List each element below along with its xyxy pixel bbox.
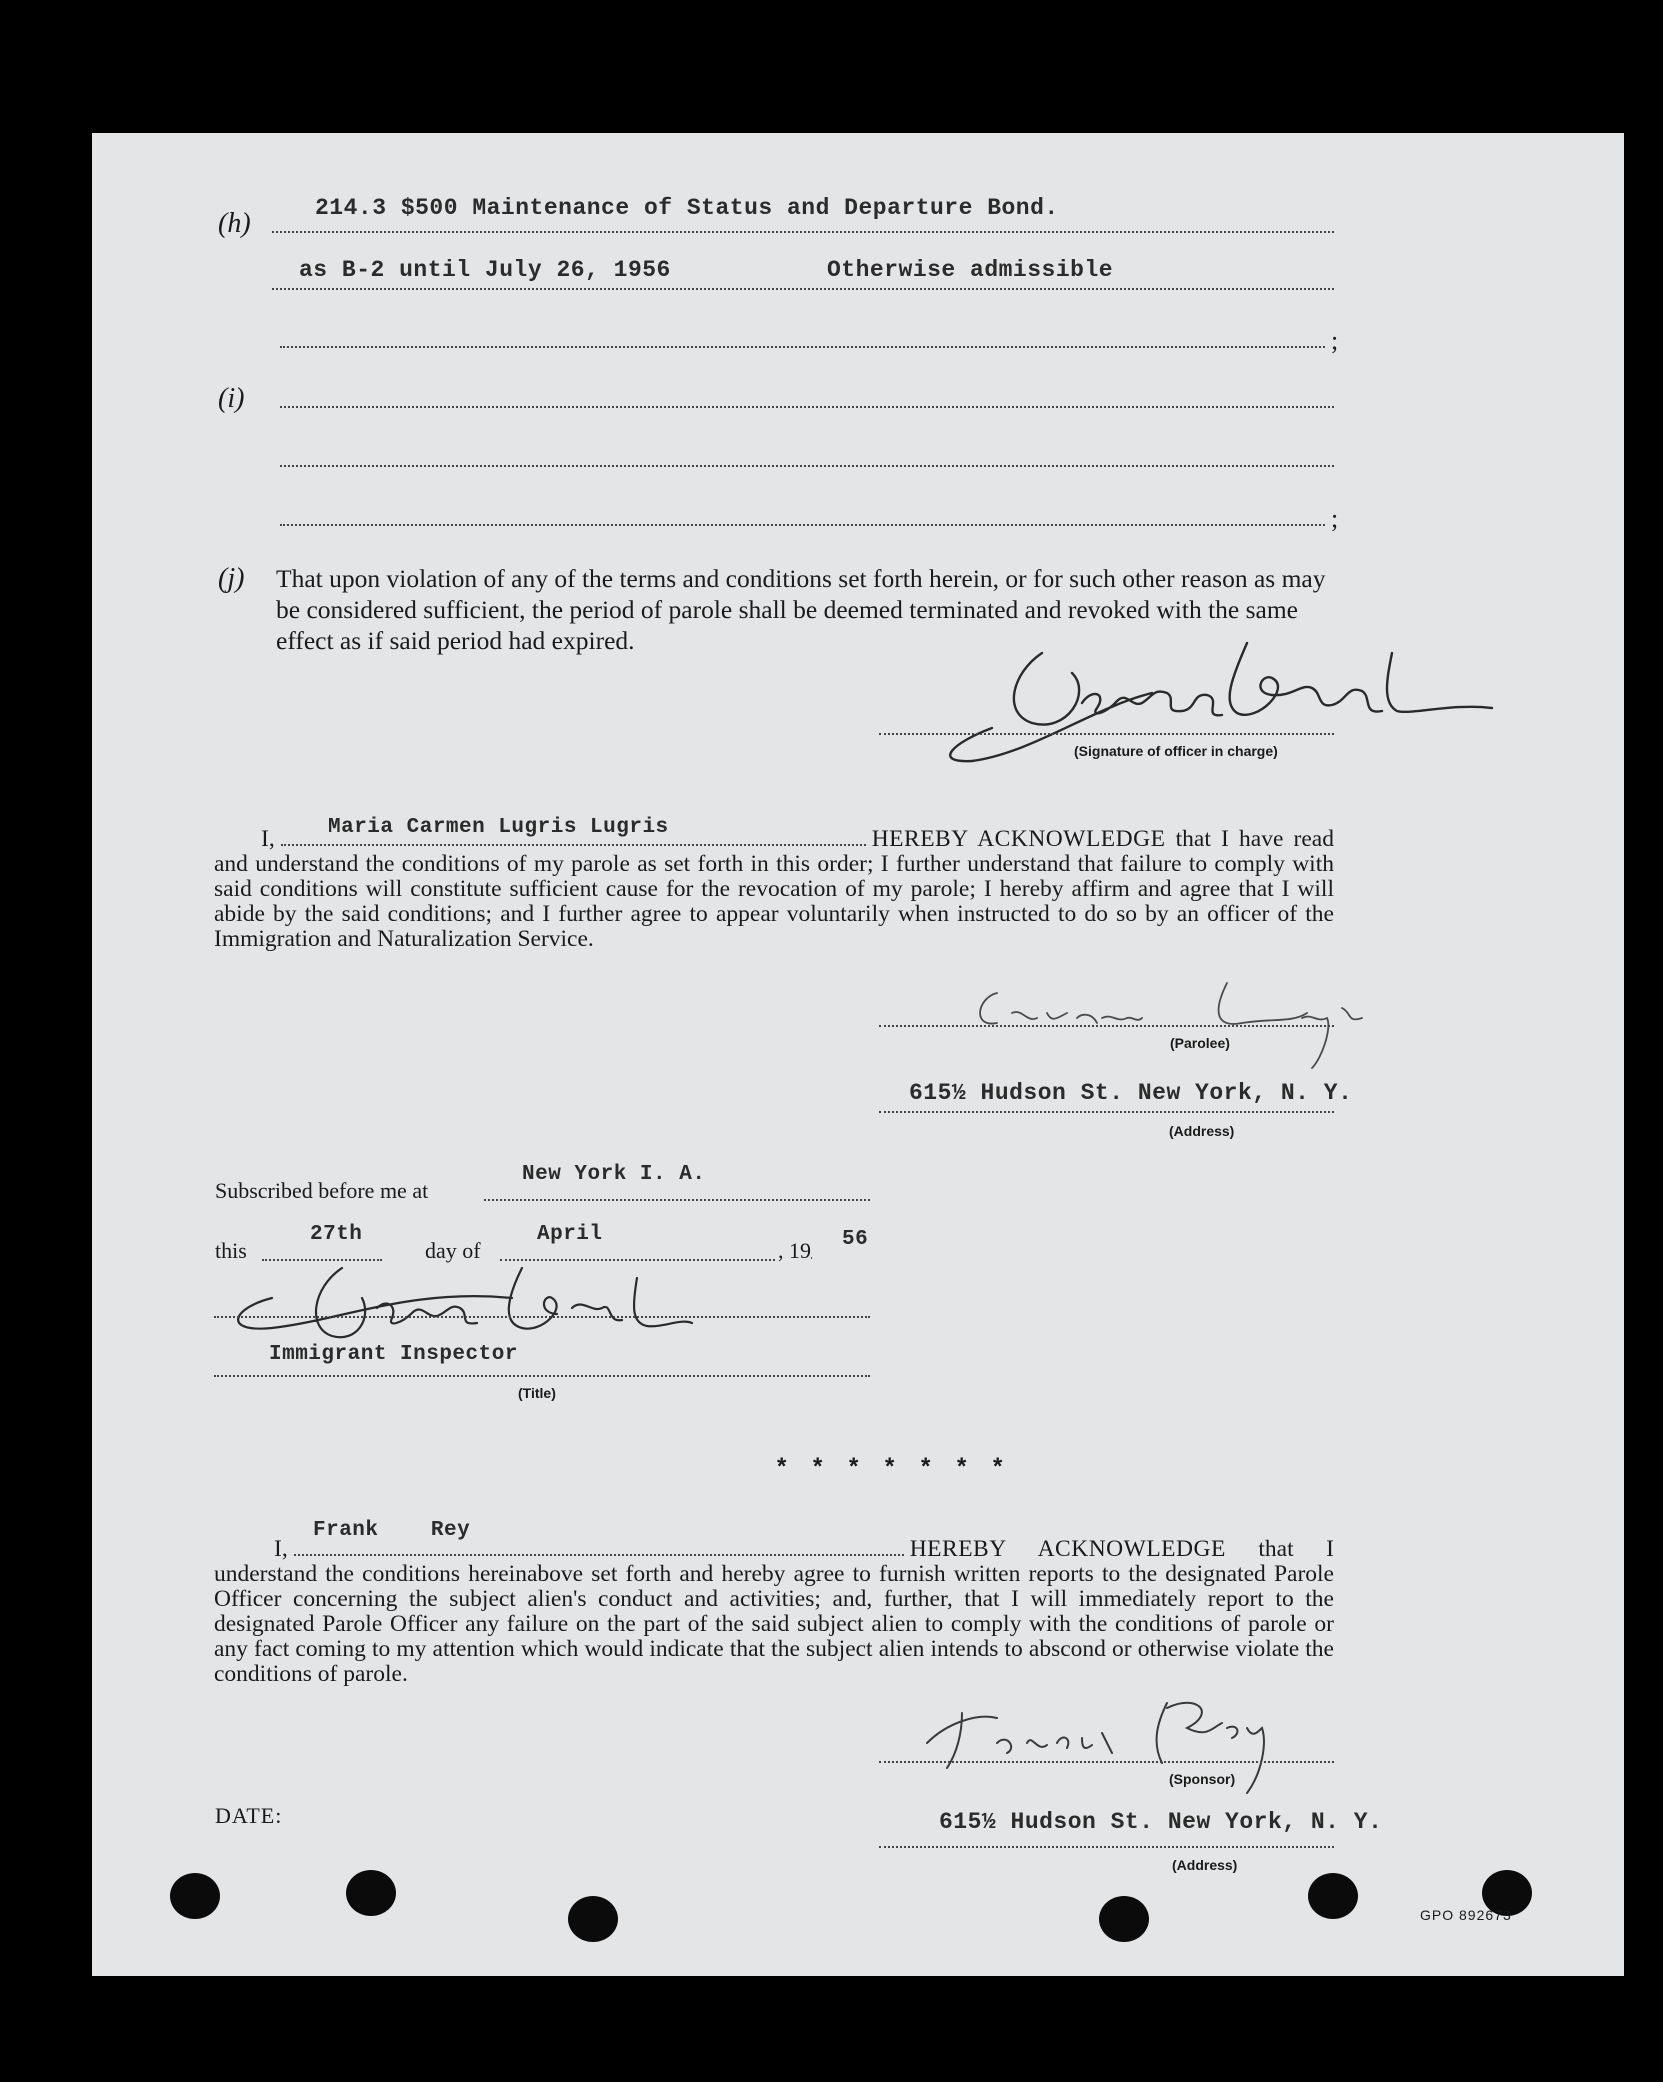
day-of-label: day of <box>425 1238 481 1263</box>
year-suffix: 56 <box>842 1228 869 1251</box>
item-h-rule-2 <box>272 288 1334 290</box>
item-h-line1: 214.3 $500 Maintenance of Status and Departure Bond. <box>315 195 1059 221</box>
item-h-line2b: Otherwise admissible <box>827 257 1114 283</box>
title-value: Immigrant Inspector <box>269 1343 518 1366</box>
parolee-address-caption: (Address) <box>1169 1123 1235 1139</box>
parolee-ack-text: I, HEREBY ACKNOWLEDGE that I have read and understand the conditions of my parole as set forth in this order; I further understand that failure to comply with said conditions will constitute sufficient cause for the revocation of my parole; I hereby affirm and agree that I will abide by the said conditions; and I further agree to appear voluntarily when instructed to do so by an officer of the Immigration and Naturalization Service. <box>214 826 1334 952</box>
punch-hole <box>1308 1873 1358 1919</box>
item-h-letter: (h) <box>218 208 251 239</box>
item-j-letter: (j) <box>218 563 245 594</box>
subscribed-place-rule <box>484 1199 870 1201</box>
item-j-text: That upon violation of any of the terms and conditions set forth herein, or for such other reason as may be considered sufficient, the period of parole shall be deemed terminated and revoked with the same effect as if said period had expired. <box>276 564 1326 655</box>
document-page <box>92 133 1624 1976</box>
punch-hole <box>346 1870 396 1916</box>
this-label: this <box>215 1238 247 1263</box>
punch-hole <box>170 1873 220 1919</box>
sponsor-address-rule <box>879 1846 1334 1848</box>
item-h-rule-1 <box>272 231 1334 233</box>
subscribed-month: April <box>537 1223 603 1246</box>
section-separator: * * * * * * * <box>777 1453 1013 1480</box>
year-prefix: , 19 <box>778 1238 811 1263</box>
item-h-semicolon: ; <box>1331 326 1339 355</box>
punch-hole <box>568 1896 618 1942</box>
item-h-rule-3 <box>280 346 1325 348</box>
item-i-rule-3 <box>280 524 1325 526</box>
parolee-caption: (Parolee) <box>1170 1035 1230 1051</box>
gpo-code: GPO 892673 <box>1420 1907 1512 1923</box>
sponsor-signature-rule <box>879 1761 1334 1763</box>
sponsor-signature <box>907 1673 1427 1803</box>
sponsor-name: Frank Rey <box>313 1519 471 1542</box>
officer-signature-caption: (Signature of officer in charge) <box>1074 743 1278 759</box>
title-rule <box>214 1375 870 1377</box>
item-i-semicolon: ; <box>1331 504 1339 533</box>
parolee-address: 615½ Hudson St. New York, N. Y. <box>909 1080 1353 1106</box>
item-i-rule-1 <box>280 406 1334 408</box>
parolee-signature <box>942 968 1462 1078</box>
sponsor-caption: (Sponsor) <box>1169 1771 1236 1787</box>
inspector-signature <box>192 1228 812 1358</box>
parolee-address-rule <box>879 1111 1334 1113</box>
subscribed-day: 27th <box>310 1223 363 1246</box>
subscribed-place: New York I. A. <box>522 1163 706 1186</box>
title-caption: (Title) <box>518 1385 556 1401</box>
date-label: DATE: <box>215 1803 283 1828</box>
officer-signature-rule <box>879 733 1334 735</box>
punch-hole <box>1099 1896 1149 1942</box>
item-h-line2a: as B-2 until July 26, 1956 <box>299 257 671 283</box>
parolee-signature-rule <box>879 1025 1334 1027</box>
sponsor-address-caption: (Address) <box>1172 1857 1238 1873</box>
subscribed-label: Subscribed before me at <box>215 1178 429 1203</box>
parolee-name: Maria Carmen Lugris Lugris <box>328 816 669 839</box>
item-i-letter: (i) <box>218 383 245 414</box>
inspector-signature-rule <box>214 1316 870 1318</box>
sponsor-address: 615½ Hudson St. New York, N. Y. <box>939 1809 1383 1835</box>
item-i-rule-2 <box>280 465 1334 467</box>
sponsor-ack-text: I, HEREBY ACKNOWLEDGE that I understand the conditions hereinabove set forth and hereby agree to furnish written reports to the designated Parole Officer concerning the subject alien's conduct and activities; and, further, that I will immediately report to the designated Parole Officer any failure on the part of the said subject alien to comply with the conditions of parole or any fact coming to my attention which would indicate that the subject alien intends to abscond or otherwise violate the conditions of parole. <box>214 1536 1334 1687</box>
